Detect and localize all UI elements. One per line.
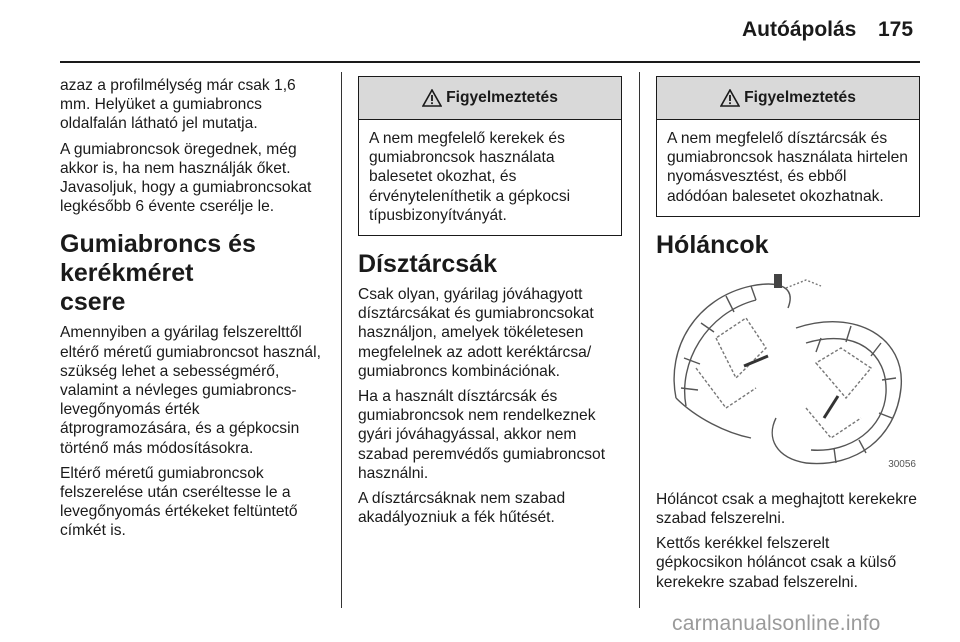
- watermark: carmanualsonline.info: [672, 612, 881, 635]
- warning-text: A nem megfelelő kerekek és gumiabroncsok használata balesetet okozhat, és érvényteleníthetik a gépkocsi típusbizonyítványát.: [369, 130, 571, 224]
- paragraph-tyre-aging: A gumiabroncsok öregednek, még akkor is, ha nem használják őket. Javasoljuk, hogy a gumiabroncsokat legkésőbb 6 évente cserélje le.: [60, 140, 312, 216]
- column-divider-1: [341, 72, 342, 608]
- section-heading-snow-chains: Hóláncok: [656, 230, 769, 259]
- column-1: [60, 76, 328, 547]
- paragraph-driven-wheels: Hóláncot csak a meghajtott kerekekre szabad felszerelni.: [656, 490, 917, 528]
- column-3: [656, 76, 920, 598]
- paragraph-dual-wheels: Kettős kerékkel felszerelt gépkocsikon hóláncot csak a külső kerekekre szabad felszerelni.: [656, 535, 897, 591]
- header-title: Autóápolás: [742, 18, 857, 41]
- header-rule: [60, 61, 920, 63]
- paragraph-hubcaps-approved: Csak olyan, gyárilag jóváhagyott dísztárcsákat és gumiabroncsokat használjon, amelyek tökéletesen megfelelnek az adott keréktárcsa/ gumiabroncs kombinációnak.: [358, 286, 594, 380]
- warning-box-wheels: [358, 76, 622, 236]
- column-divider-2: [639, 72, 640, 608]
- warning-triangle-icon: [720, 89, 740, 107]
- warning-box-hubcaps: [656, 76, 920, 217]
- section-heading-hubcaps: Dísztárcsák: [358, 250, 497, 279]
- paragraph-different-size: Amennyiben a gyárilag felszerelttől eltérő méretű gumiabroncsot használ, szükség lehet a sebességmérő, valamint a névleges gumiabroncs-levegőnyomás érték átprogramozására, és a gépkocsin történő más módosításokra.: [60, 324, 321, 457]
- snow-chain-illustration: [656, 268, 916, 476]
- warning-title: Figyelmeztetés: [744, 89, 856, 107]
- warning-header: [657, 77, 919, 120]
- paragraph-runflat: Ha a használt dísztárcsák és gumiabroncsok nem rendelkeznek gyári jóváhagyással, akkor nem szabad peremvédős gumiabroncsot használni.: [358, 388, 606, 482]
- warning-text: A nem megfelelő dísztárcsák és gumiabroncsok használata hirtelen nyomásvesztést, és ebből adódóan balesetet okozhatnak.: [667, 130, 908, 205]
- warning-title: Figyelmeztetés: [446, 89, 558, 107]
- figure-number: 30056: [888, 458, 916, 470]
- paragraph-brake-cooling: A dísztárcsáknak nem szabad akadályozniuk a fék hűtését.: [358, 490, 566, 527]
- snow-chains-figure: [656, 268, 916, 476]
- column-2: [358, 76, 622, 533]
- paragraph-pressure-label: Eltérő méretű gumiabroncsok felszerelése után cseréltesse le a levegőnyomás értékeket feltüntető címkét is.: [60, 464, 298, 540]
- page-number: 175: [878, 18, 914, 41]
- warning-triangle-icon: [422, 89, 442, 107]
- paragraph-tread-depth: azaz a profilmélység már csak 1,6 mm. Helyüket a gumiabroncs oldalfalán látható jel mutatja.: [60, 77, 296, 133]
- warning-header: [359, 77, 621, 120]
- section-heading-tyre-change: Gumiabroncs és kerékméret csere: [60, 230, 256, 317]
